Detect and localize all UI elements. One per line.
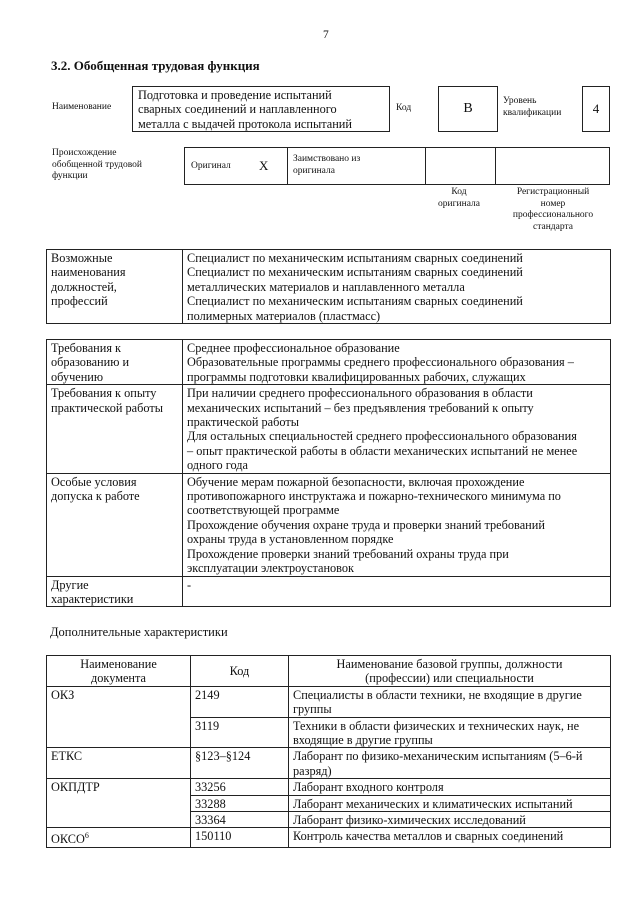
code-value-box: B	[438, 86, 498, 132]
requirement-label-line: допуска к работе	[51, 489, 140, 504]
name-label: Наименование	[52, 102, 112, 112]
doc-cell: ОКЗ	[47, 686, 191, 748]
origin-divider	[425, 148, 426, 184]
header-code-cell: Код	[191, 656, 289, 687]
origin-divider	[495, 148, 496, 184]
requirement-line: эксплуатации электроустановок	[187, 561, 355, 576]
requirement-value-cell	[183, 576, 611, 607]
positions-label-line: наименования	[51, 265, 126, 280]
requirement-label-line: Другие	[51, 577, 89, 592]
group-name-cell	[289, 748, 611, 779]
requirement-label-line: обучению	[51, 369, 104, 384]
doc-name: ОКСО	[51, 832, 85, 847]
positions-label-line: Возможные	[51, 251, 113, 265]
footnote-mark: 6	[84, 831, 89, 841]
function-name-line: сварных соединений и наплавленного	[138, 102, 337, 117]
code-original-line: оригинала	[438, 198, 480, 209]
code-cell: 33364	[191, 812, 289, 828]
requirement-value-cell	[183, 473, 611, 576]
position-line: полимерных материалов (пластмасс)	[187, 308, 381, 323]
requirement-line: -	[187, 577, 192, 592]
requirement-label-line: Требования к опыту	[51, 386, 157, 401]
group-name-line: Лаборант входного контроля	[293, 780, 444, 795]
group-name-cell	[289, 828, 611, 848]
group-name-line: Лаборант механических и климатических испытаний	[293, 796, 573, 811]
reg-number-line: профессионального	[512, 210, 594, 220]
header-group-line: (профессии) или специальности	[365, 671, 534, 686]
requirement-label-cell	[47, 576, 183, 607]
code-cell: §123–§124	[191, 748, 289, 779]
borrowed-label-line: Заимствовано из	[293, 154, 361, 164]
additional-table	[46, 655, 611, 848]
positions-label-line: профессий	[51, 294, 108, 309]
table-row	[47, 385, 611, 473]
positions-table	[46, 249, 611, 324]
table-row	[47, 576, 611, 607]
table-header-row	[47, 656, 611, 687]
reg-number-line: номер	[540, 198, 566, 209]
requirement-line: Прохождение обучения охране труда и проверки знаний требований	[187, 517, 545, 532]
requirement-line: практической работы	[187, 415, 299, 430]
group-name-line: разряд)	[293, 763, 332, 778]
borrowed-label	[293, 154, 360, 177]
group-name-cell	[289, 812, 611, 828]
requirement-line: механических испытаний – без предъявления требований к опыту	[187, 400, 534, 415]
group-name-cell	[289, 779, 611, 795]
group-name-cell	[289, 795, 611, 811]
requirement-label-line: характеристики	[51, 591, 134, 606]
requirement-label-cell	[47, 385, 183, 473]
header-group-cell	[289, 656, 611, 687]
position-line: Специалист по механическим испытаниям сварных соединений	[187, 265, 523, 280]
origin-label-line: Происхождение	[52, 148, 117, 158]
origin-box	[184, 147, 610, 185]
doc-cell	[47, 828, 191, 848]
table-row	[47, 779, 611, 795]
table-row	[47, 828, 611, 848]
reg-number-line: Регистрационный	[516, 187, 590, 197]
group-name-line: Специалисты в области техники, не входящие в другие	[293, 687, 582, 702]
additional-title: Дополнительные характеристики	[50, 625, 228, 639]
requirement-line: Среднее профессиональное образование	[187, 341, 400, 355]
doc-cell: ОКПДТР	[47, 779, 191, 828]
code-label: Код	[396, 103, 412, 113]
page-number: 7	[323, 29, 329, 41]
requirement-value-cell	[183, 385, 611, 473]
requirement-line: Образовательные программы среднего профессионального образования –	[187, 355, 574, 370]
level-label-line: Уровень	[503, 96, 537, 106]
table-row	[47, 686, 611, 717]
position-line: металлических материалов и наплавленного металла	[187, 279, 465, 294]
reg-number-line: стандарта	[533, 221, 573, 232]
borrowed-label-line: оригинала	[293, 165, 335, 176]
group-name-line: группы	[293, 702, 332, 717]
requirement-line: – опыт практической работы в области механических испытаний не менее	[187, 443, 578, 458]
group-name-cell	[289, 686, 611, 717]
code-cell: 33288	[191, 795, 289, 811]
header-doc-line: Наименование	[80, 657, 157, 671]
original-mark: X	[259, 158, 269, 173]
requirement-line: Для остальных специальностей среднего профессионального образования	[187, 429, 577, 444]
code-original-line: Код	[451, 187, 467, 197]
group-name-line: Лаборант по физико-механическим испытаниям (5–6-й	[293, 749, 583, 764]
code-cell: 2149	[191, 686, 289, 717]
requirement-value-cell	[183, 340, 611, 385]
requirement-line: охраны труда в установленном порядке	[187, 532, 394, 547]
requirement-line: Обучение мерам пожарной безопасности, включая прохождение	[187, 474, 525, 489]
requirement-label-cell	[47, 340, 183, 385]
group-name-line: Контроль качества металлов и сварных соединений	[293, 829, 564, 844]
origin-label-line: функции	[52, 171, 88, 181]
section-title: 3.2. Обобщенная трудовая функция	[51, 58, 260, 73]
function-name-line: металла с выдачей протокола испытаний	[138, 116, 352, 131]
requirement-label-line: Требования к	[51, 341, 122, 355]
origin-divider	[287, 148, 288, 184]
group-name-cell	[289, 717, 611, 748]
level-label-line: квалификации	[503, 107, 562, 118]
function-name-box	[132, 86, 390, 132]
requirement-label-line: практической работы	[51, 400, 163, 415]
header-group-line: Наименование базовой группы, должности	[336, 657, 563, 671]
requirement-line: соответствующей программе	[187, 503, 340, 518]
doc-cell: ЕТКС	[47, 748, 191, 779]
table-row	[47, 340, 611, 385]
position-line: Специалист по механическим испытаниям сварных соединений	[187, 251, 523, 265]
requirement-label-line: образованию и	[51, 355, 130, 370]
requirement-line: Прохождение проверки знаний требований охраны труда при	[187, 546, 509, 561]
requirement-line: При наличии среднего профессионального образования в области	[187, 386, 533, 401]
code-cell: 33256	[191, 779, 289, 795]
level-label	[503, 96, 561, 119]
origin-label-line: обобщенной трудовой	[52, 159, 142, 170]
requirement-line: программы подготовки квалифицированных рабочих, служащих	[187, 369, 526, 384]
requirement-line: одного года	[187, 458, 248, 473]
origin-label	[52, 148, 142, 183]
table-row	[47, 473, 611, 576]
header-doc-cell	[47, 656, 191, 687]
position-line: Специалист по механическим испытаниям сварных соединений	[187, 294, 523, 309]
requirement-label-cell	[47, 473, 183, 576]
code-cell: 150110	[191, 828, 289, 848]
group-name-line: Лаборант физико-химических исследований	[293, 813, 526, 828]
positions-label-cell	[47, 250, 183, 324]
reg-number-label	[496, 187, 610, 233]
header-doc-line: документа	[91, 671, 146, 686]
level-value-box: 4	[582, 86, 610, 132]
group-name-line: входящие в другие группы	[293, 733, 433, 748]
code-cell: 3119	[191, 717, 289, 748]
original-label: Оригинал	[191, 161, 231, 171]
table-row	[47, 748, 611, 779]
positions-value-cell	[183, 250, 611, 324]
requirement-label-line: Особые условия	[51, 474, 137, 489]
function-name-line: Подготовка и проведение испытаний	[138, 88, 332, 102]
requirements-table	[46, 339, 611, 607]
code-original-label	[424, 187, 494, 210]
group-name-line: Техники в области физических и технических наук, не	[293, 718, 580, 733]
requirement-line: противопожарного инструктажа и пожарно-технического минимума по	[187, 489, 561, 504]
table-row	[47, 250, 611, 324]
positions-label-line: должностей,	[51, 279, 117, 294]
